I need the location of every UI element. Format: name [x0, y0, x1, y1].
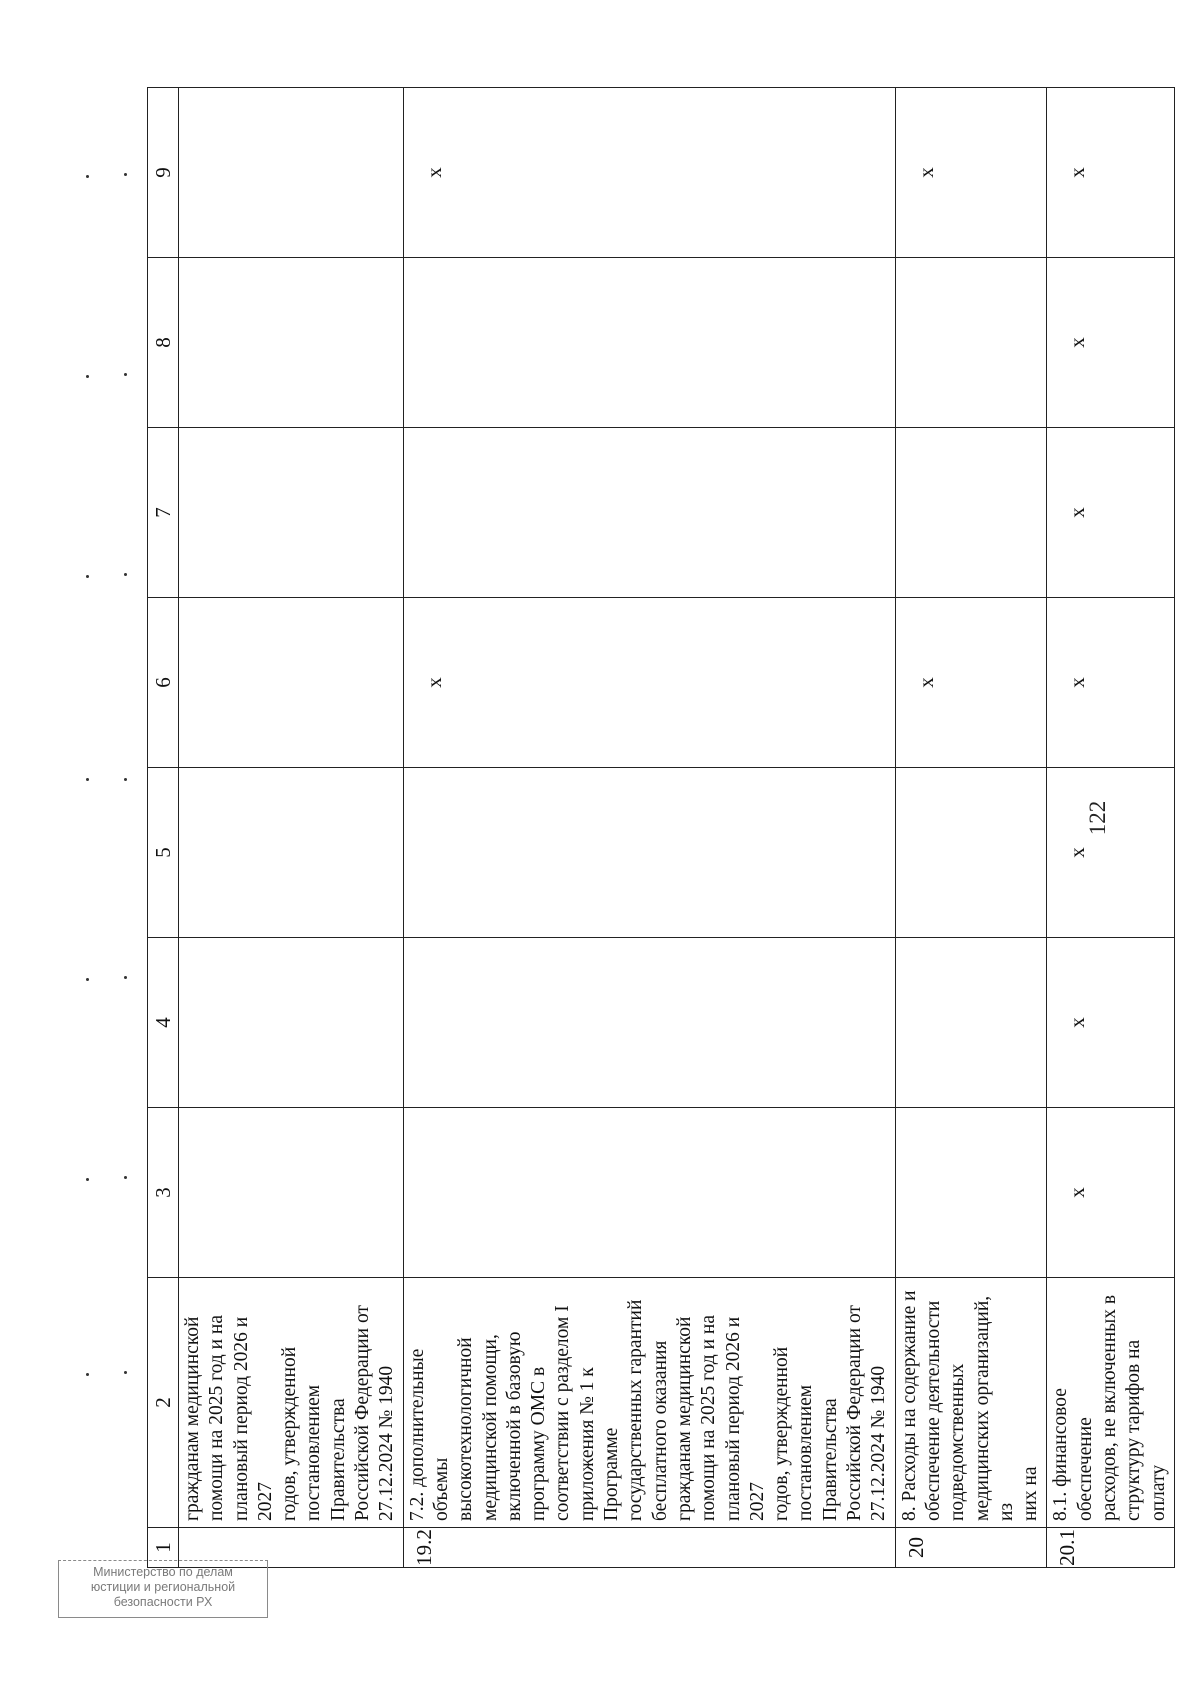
row-value	[895, 428, 1047, 598]
budget-table	[147, 87, 1175, 1568]
row-value	[895, 258, 1047, 428]
row-value: x	[1047, 938, 1174, 1108]
scan-dot	[86, 575, 89, 578]
row-value: x	[403, 598, 895, 768]
row-value	[179, 258, 404, 428]
row-number: 20	[895, 1528, 1047, 1568]
header-col-8: 8	[148, 258, 179, 428]
row-value: x	[1047, 258, 1174, 428]
scan-dot	[86, 375, 89, 378]
row-value: x	[403, 88, 895, 258]
row-number: 19.2	[403, 1528, 895, 1568]
scan-dot	[124, 1371, 127, 1374]
row-value: x	[1047, 88, 1174, 258]
header-col-1: 1	[148, 1528, 179, 1568]
scan-dot	[124, 573, 127, 576]
row-value: x	[1047, 1108, 1174, 1278]
scan-dot	[86, 175, 89, 178]
scan-dot	[124, 976, 127, 979]
scan-dot	[124, 173, 127, 176]
row-description: гражданам медицинской помощи на 2025 год и на плановый период 2026 и 2027 годов, утвержденной постановлением Правительства Российской Федерации от 27.12.2024 № 1940	[179, 1278, 404, 1528]
row-value	[403, 938, 895, 1108]
row-value: x	[895, 88, 1047, 258]
scan-dot	[86, 1373, 89, 1376]
header-col-7: 7	[148, 428, 179, 598]
row-value	[403, 258, 895, 428]
row-value: x	[895, 598, 1047, 768]
table-row	[179, 88, 404, 1568]
row-value: x	[1047, 768, 1174, 938]
scan-dot	[86, 978, 89, 981]
row-number: 20.1	[1047, 1528, 1174, 1568]
header-row	[148, 88, 179, 1568]
header-col-5: 5	[148, 768, 179, 938]
row-value: x	[1047, 428, 1174, 598]
row-value	[179, 938, 404, 1108]
row-value	[403, 428, 895, 598]
stamp-line: юстиции и региональной	[90, 1580, 236, 1594]
row-value	[895, 938, 1047, 1108]
row-value	[179, 1108, 404, 1278]
row-value	[895, 1108, 1047, 1278]
table-row	[403, 88, 895, 1568]
row-value	[403, 1108, 895, 1278]
row-value	[179, 428, 404, 598]
row-description: 8.1. финансовое обеспечение расходов, не включенных в структуру тарифов на оплату	[1047, 1278, 1174, 1528]
header-col-9: 9	[148, 88, 179, 258]
table-row	[895, 88, 1047, 1568]
row-value	[895, 768, 1047, 938]
scan-dot	[124, 1176, 127, 1179]
header-col-6: 6	[148, 598, 179, 768]
scan-dot	[124, 778, 127, 781]
rotated-page	[147, 88, 1169, 1568]
page-number: 122	[1085, 800, 1110, 836]
header-col-4: 4	[148, 938, 179, 1108]
header-col-2: 2	[148, 1278, 179, 1528]
row-description: 8. Расходы на содержание и обеспечение деятельности подведомственных медицинских организаций, из них на	[895, 1278, 1047, 1528]
header-col-3: 3	[148, 1108, 179, 1278]
registration-stamp	[58, 1560, 268, 1618]
row-value	[179, 768, 404, 938]
row-value	[179, 88, 404, 258]
row-value	[403, 768, 895, 938]
stamp-line: безопасности РХ	[113, 1595, 213, 1609]
scan-dot	[86, 778, 89, 781]
scan-dot	[86, 1178, 89, 1181]
row-value	[179, 598, 404, 768]
row-description: 7.2. дополнительные объемы высокотехнологичной медицинской помощи, включенной в базовую программу ОМС в соответствии с разделом I приложения № 1 к Программе государственных гарантий бесплатного оказания гражданам медицинской помощи на 2025 год и на плановый период 2026 и 2027 годов, утвержденной постановлением Правительства Российской Федерации от 27.12.2024 № 1940	[403, 1278, 895, 1528]
scan-dot	[124, 373, 127, 376]
stamp-line: Министерство по делам	[93, 1565, 233, 1579]
row-value: x	[1047, 598, 1174, 768]
